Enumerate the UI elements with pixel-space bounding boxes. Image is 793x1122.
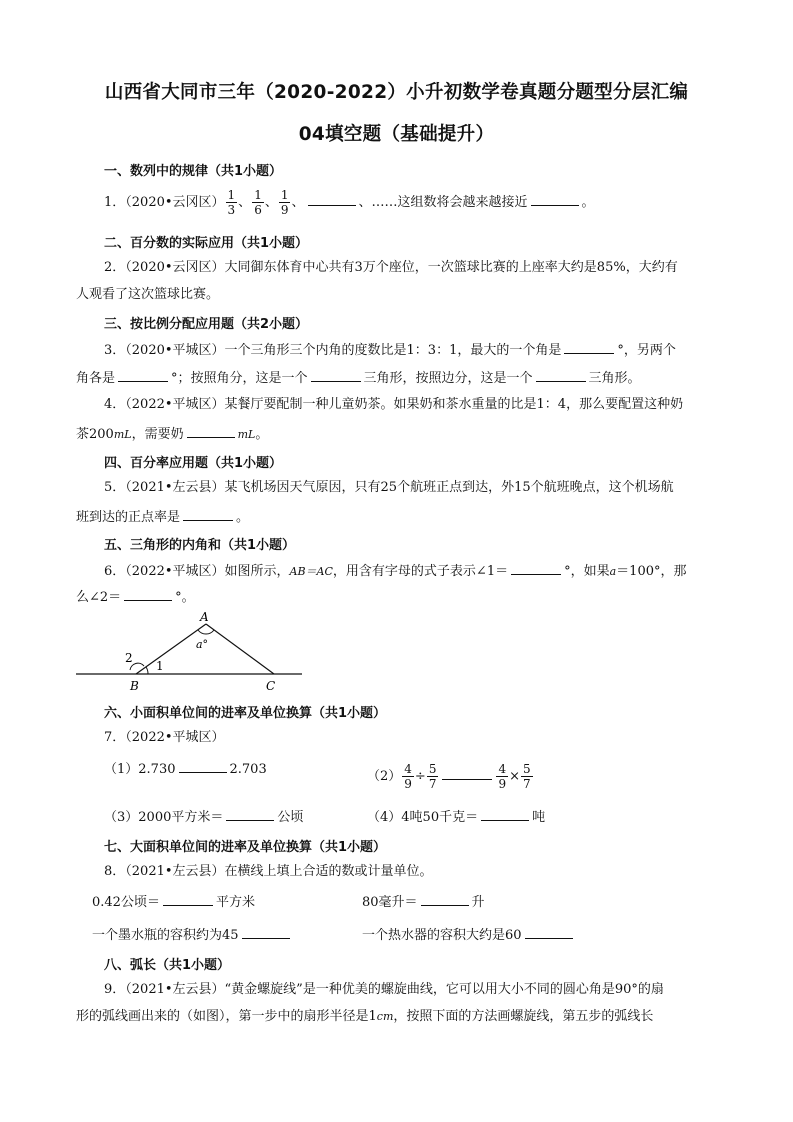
fraction-5-7: $\frac{5}{7}$ xyxy=(428,762,437,791)
section-heading-4: 四、百分率应用题（共1小题） xyxy=(104,456,283,471)
answer-blank[interactable] xyxy=(124,588,172,601)
question-3-line2: 角各是 °；按照角分，这是一个 三角形，按照边分，这是一个 三角形。 xyxy=(76,371,641,386)
section-heading-7: 七、大面积单位间的进率及单位换算（共1小题） xyxy=(104,840,387,855)
answer-blank[interactable] xyxy=(179,760,227,773)
section-heading-2: 二、百分数的实际应用（共1小题） xyxy=(104,236,309,251)
question-8-b: 80毫升＝ 升 xyxy=(362,895,485,910)
question-2-line1: 2．（2020•云冈区）大同御东体育中心共有3万个座位，一次篮球比赛的上座率大约是85%，大约有 xyxy=(104,260,678,275)
question-6-line1: 6．（2022•平城区）如图所示，AB＝AC，用含有字母的式子表示∠1＝ °，如果a＝100°，那 xyxy=(104,564,687,579)
answer-blank[interactable] xyxy=(564,341,614,354)
question-7-part3: （3）2000平方米＝ 公顷 xyxy=(104,810,304,825)
angle-1-arc xyxy=(146,667,148,674)
fraction-5-7: $\frac{5}{7}$ xyxy=(523,762,531,791)
answer-blank[interactable] xyxy=(421,893,469,906)
label-a-degree: a° xyxy=(196,638,209,651)
question-8-d: 一个热水器的容积大约是60 xyxy=(362,926,576,944)
question-9-line2: 形的弧线画出来的（如图），第一步中的扇形半径是1cm，按照下面的方法画螺旋线，第五步的弧线长 xyxy=(76,1009,654,1024)
answer-blank[interactable] xyxy=(183,508,233,521)
answer-blank[interactable] xyxy=(311,369,361,382)
question-8-a: 0.42公顷＝ 平方米 xyxy=(92,895,255,910)
question-5-line1: 5．（2021•左云县）某飞机场因天气原因，只有25个航班正点到达，外15个航班晚点，这个机场航 xyxy=(104,480,674,495)
question-9-line1: 9．（2021•左云县）“黄金螺旋线”是一种优美的螺旋曲线，它可以用大小不同的圆心角是90°的扇 xyxy=(104,982,664,997)
answer-blank[interactable] xyxy=(308,193,356,206)
label-C: C xyxy=(266,679,276,693)
doc-title-line2: 04填空题（基础提升） xyxy=(298,124,495,145)
question-8-c: 一个墨水瓶的容积约为45 xyxy=(92,926,293,944)
question-5-line2: 班到达的正点率是 。 xyxy=(76,510,250,525)
side-ac xyxy=(206,624,274,674)
section-heading-5: 五、三角形的内角和（共1小题） xyxy=(104,538,296,553)
answer-blank[interactable] xyxy=(163,893,213,906)
question-2-line2: 人观看了这次篮球比赛。 xyxy=(76,287,220,302)
answer-blank[interactable] xyxy=(511,562,561,575)
question-8-head: 8．（2021•左云县）在横线上填上合适的数或计量单位。 xyxy=(104,864,433,879)
label-angle-2: 2 xyxy=(125,651,133,665)
answer-blank[interactable] xyxy=(531,193,579,206)
label-A: A xyxy=(200,610,209,624)
doc-title-line1: 山西省大同市三年（2020-2022）小升初数学卷真题分题型分层汇编 xyxy=(104,82,689,103)
answer-blank[interactable] xyxy=(536,369,586,382)
label-angle-1: 1 xyxy=(156,659,164,673)
section-heading-1: 一、数列中的规律（共1小题） xyxy=(104,164,283,179)
question-7-part1: （1）2.730 2.703 xyxy=(104,762,267,777)
question-7-head: 7．（2022•平城区） xyxy=(104,730,225,745)
section-heading-8: 八、弧长（共1小题） xyxy=(104,958,231,973)
answer-blank[interactable] xyxy=(442,767,492,780)
fraction-1-9: $\frac{1}{9}$ xyxy=(280,188,289,217)
answer-blank[interactable] xyxy=(525,926,573,939)
question-7-part4: （4）4吨50千克＝ 吨 xyxy=(367,810,546,825)
fraction-1-3: $\frac{1}{3}$ xyxy=(227,188,236,217)
answer-blank[interactable] xyxy=(242,926,290,939)
answer-blank[interactable] xyxy=(481,808,529,821)
fraction-4-9: $\frac{4}{9}$ xyxy=(498,762,507,791)
question-6-line2: 么∠2＝ °。 xyxy=(76,590,195,605)
fraction-4-9: $\frac{4}{9}$ xyxy=(404,762,412,791)
answer-blank[interactable] xyxy=(118,369,168,382)
question-1: 1．（2020•云冈区） $\frac{1}{3}$ 、 $\frac{1}{6}$ 、 $\frac{1}{9}$ 、 、……这组数将会越来越接近 。 xyxy=(104,188,595,217)
q1-prefix: 1．（2020•云冈区） xyxy=(104,195,225,210)
fraction-1-6: $\frac{1}{6}$ xyxy=(254,188,262,217)
question-4-line1: 4．（2022•平城区）某餐厅要配制一种儿童奶茶。如果奶和茶水重量的比是1：4，那么要配置这种奶 xyxy=(104,397,684,412)
label-B: B xyxy=(130,679,139,693)
answer-blank[interactable] xyxy=(226,808,274,821)
answer-blank[interactable] xyxy=(187,425,235,438)
section-heading-6: 六、小面积单位间的进率及单位换算（共1小题） xyxy=(104,706,387,721)
angle-a-arc xyxy=(198,630,214,634)
question-7-part2: （2） $\frac{4}{9}$ ÷ $\frac{5}{7}$ $\frac{4}{9}$ × $\frac{5}{7}$ xyxy=(367,762,531,791)
question-4-line2: 茶200mL，需要奶 mL。 xyxy=(76,427,269,442)
triangle-figure xyxy=(70,608,310,694)
question-3-line1: 3．（2020•平城区）一个三角形三个内角的度数比是1：3：1，最大的一个角是 °，另两个 xyxy=(104,343,676,358)
section-heading-3: 三、按比例分配应用题（共2小题） xyxy=(104,317,309,332)
